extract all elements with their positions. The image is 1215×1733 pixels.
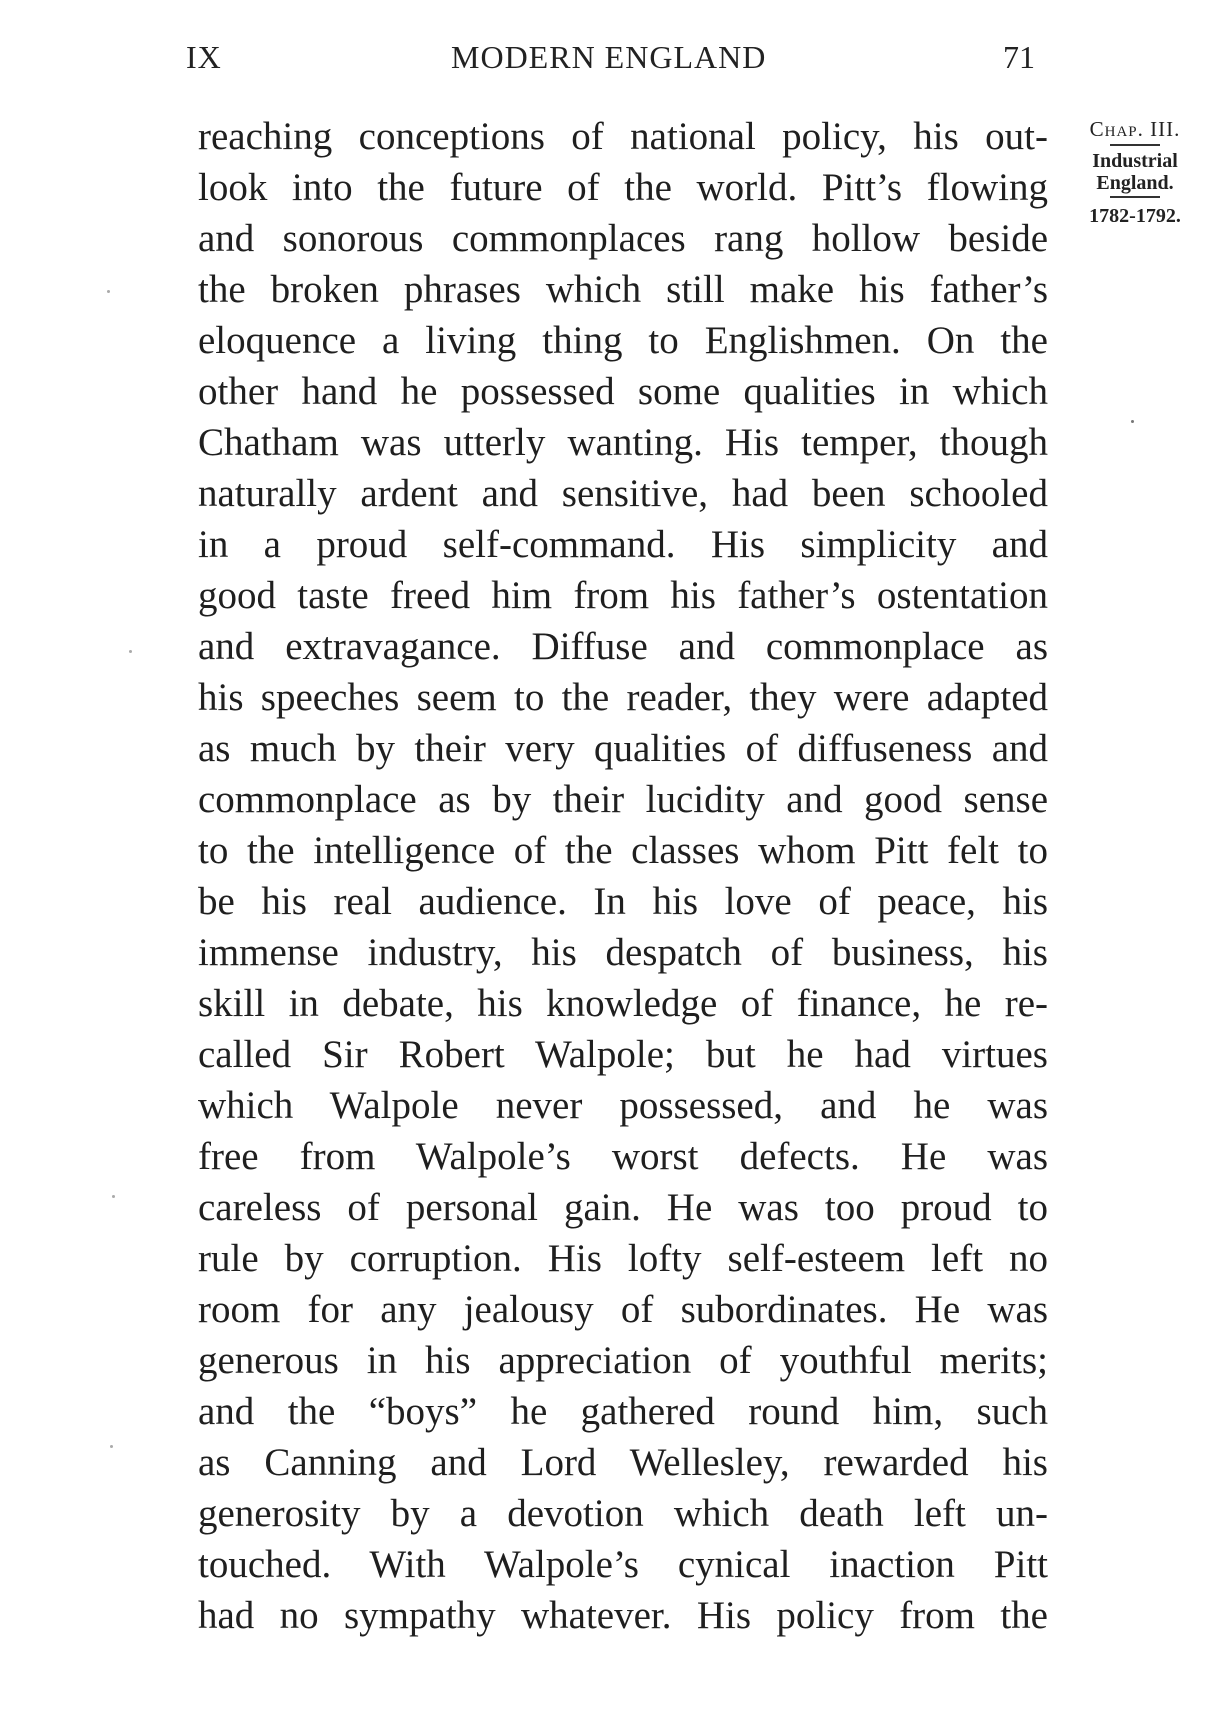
text-line: as much by their very qualities of diffuseness and	[198, 727, 1048, 770]
print-speck	[1131, 420, 1134, 423]
running-title: MODERN ENGLAND	[451, 39, 767, 75]
print-speck	[129, 650, 132, 653]
text-line: and extravagance. Diffuse and commonplace as	[198, 625, 1048, 668]
text-line: generous in his appreciation of youthful merits;	[198, 1339, 1048, 1382]
margin-note	[1060, 116, 1210, 228]
text-line: be his real audience. In his love of peace, his	[198, 880, 1048, 923]
text-line: the broken phrases which still make his father’s	[198, 268, 1048, 311]
body-text	[198, 111, 1048, 1641]
margin-note-topic-line2: England.	[1096, 172, 1174, 194]
text-line: called Sir Robert Walpole; but he had virtues	[198, 1033, 1048, 1076]
print-speck	[110, 1445, 113, 1448]
chapter-numeral: IX	[186, 39, 222, 75]
text-line: good taste freed him from his father’s ostentation	[198, 574, 1048, 617]
print-speck	[107, 290, 110, 293]
text-line: eloquence a living thing to Englishmen. On the	[198, 319, 1048, 362]
text-line: his speeches seem to the reader, they were adapted	[198, 676, 1048, 719]
text-line: Chatham was utterly wanting. His temper, though	[198, 421, 1048, 464]
text-line: to the intelligence of the classes whom Pitt felt to	[198, 829, 1048, 872]
text-line: generosity by a devotion which death left un-	[198, 1492, 1048, 1535]
text-line: naturally ardent and sensitive, had been schooled	[198, 472, 1048, 515]
text-line: free from Walpole’s worst defects. He was	[198, 1135, 1048, 1178]
margin-note-chapter: Chap. III.	[1089, 117, 1181, 141]
page-number: 71	[1003, 39, 1035, 75]
text-line: look into the future of the world. Pitt’s flowing	[198, 166, 1048, 209]
print-speck	[112, 1195, 115, 1198]
text-line: had no sympathy whatever. His policy from the	[198, 1594, 1048, 1637]
text-line: reaching conceptions of national policy, his out-	[198, 115, 1048, 158]
text-line: and sonorous commonplaces rang hollow beside	[198, 217, 1048, 260]
margin-note-dates: 1782-1792.	[1089, 205, 1181, 227]
text-line: careless of personal gain. He was too proud to	[198, 1186, 1048, 1229]
text-line: other hand he possessed some qualities in which	[198, 370, 1048, 413]
text-line: rule by corruption. His lofty self-esteem left no	[198, 1237, 1048, 1280]
text-line: as Canning and Lord Wellesley, rewarded his	[198, 1441, 1048, 1484]
running-head	[0, 34, 1215, 80]
text-line: in a proud self-command. His simplicity and	[198, 523, 1048, 566]
text-line: and the “boys” he gathered round him, such	[198, 1390, 1048, 1433]
margin-note-rule-2	[1110, 196, 1160, 198]
text-line: commonplace as by their lucidity and good sense	[198, 778, 1048, 821]
text-line: skill in debate, his knowledge of finance, he re-	[198, 982, 1048, 1025]
margin-note-rule	[1110, 144, 1160, 146]
text-line: touched. With Walpole’s cynical inaction Pitt	[198, 1543, 1048, 1586]
text-line: which Walpole never possessed, and he was	[198, 1084, 1048, 1127]
margin-note-topic-line1: Industrial	[1092, 150, 1178, 172]
text-line: immense industry, his despatch of business, his	[198, 931, 1048, 974]
text-line: room for any jealousy of subordinates. He was	[198, 1288, 1048, 1331]
